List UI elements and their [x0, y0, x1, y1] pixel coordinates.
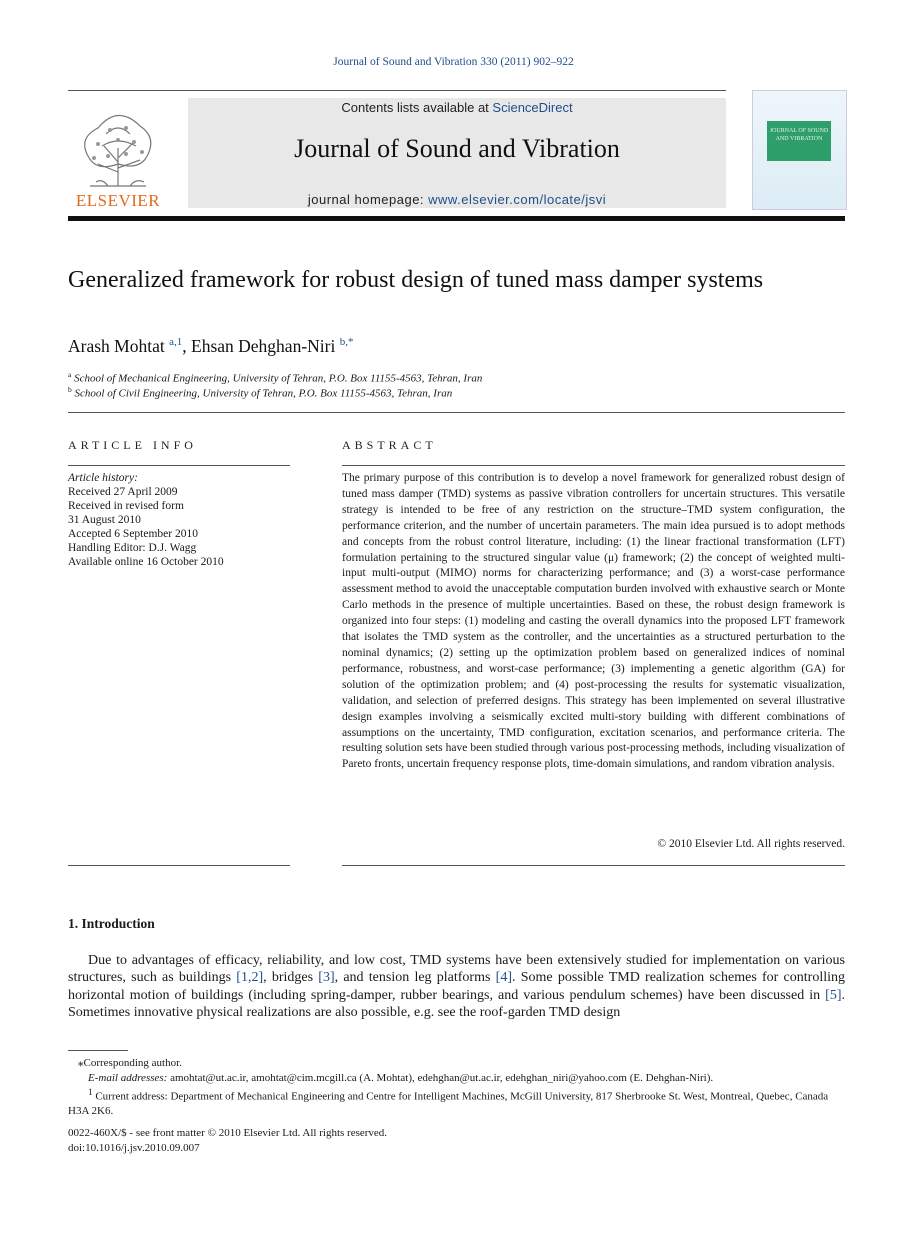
author-name: Ehsan Dehghan-Niri: [191, 336, 336, 356]
address-note: [68, 1085, 845, 1119]
affiliation: [68, 370, 482, 385]
section-divider: [68, 412, 845, 413]
author-name: Arash Mohtat: [68, 336, 165, 356]
history-line: Accepted 6 September 2010: [68, 528, 198, 540]
email-addresses[interactable]: amohtat@ut.ac.ir, amohtat@cim.mcgill.ca (A. Mohtat), edehghan@ut.ac.ir, edehghan_niri@yahoo.com (E. Dehghan-Niri).: [167, 1071, 714, 1084]
footnote-rule: [68, 1050, 128, 1051]
article-title: Generalized framework for robust design of tuned mass damper systems: [68, 267, 764, 293]
body-text: Due to advantages of efficacy, reliability, and low cost, TMD systems have been extensively studied for implementation on various structures, such as buildings: [68, 953, 845, 986]
issn-line: 0022-460X/$ - see front matter © 2010 Elsevier Ltd. All rights reserved.: [68, 1127, 388, 1139]
sciencedirect-link[interactable]: ScienceDirect: [492, 100, 573, 115]
citation-link[interactable]: [4]: [495, 970, 512, 986]
article-info-rule: [68, 865, 290, 866]
history-label: Article history:: [68, 472, 138, 484]
journal-citation[interactable]: Journal of Sound and Vibration 330 (2011) 902–922: [333, 56, 574, 68]
front-matter: [68, 1126, 387, 1155]
journal-cover-thumbnail[interactable]: [752, 90, 847, 210]
citation-link[interactable]: [3]: [318, 970, 335, 986]
body-text: , and tension leg platforms: [334, 970, 496, 986]
affiliation-text: School of Civil Engineering, University of Tehran, P.O. Box 11155-4563, Tehran, Iran: [74, 387, 453, 400]
homepage-link[interactable]: www.elsevier.com/locate/jsvi: [428, 192, 607, 207]
body-text: . Some possible TMD realization schemes for controlling horizontal motion of buildings (including spring-damper, rubber bearings, and various pendulum schemes) have been discussed in: [68, 970, 845, 1003]
doi-line[interactable]: doi:10.1016/j.jsv.2010.09.007: [68, 1141, 200, 1154]
introduction-paragraph: [68, 952, 845, 1021]
journal-name: Journal of Sound and Vibration: [294, 134, 620, 163]
author-sup[interactable]: a,1: [169, 336, 183, 349]
affiliation-sup: a: [68, 370, 72, 379]
footnote-sup: 1: [88, 1087, 93, 1098]
affiliation-sup: b: [68, 385, 72, 394]
abstract-text: The primary purpose of this contribution is to develop a novel framework for generalized robust design of tuned mass damper (TMD) systems as passive vibration controllers for uncertain structures. This versatile strategy is intended to be free of any restriction on the structure–TMD system configuration, the performance criterion, and the number of uncertain parameters. The main idea pursued is to adopt methods and concepts from the robust control literature, including: (1) the linear fractional transformation (LFT) formulation pertaining to the structured singular value (μ) framework; (2) the concept of weighted multi-input multi-output (MIMO) norms for characterizing performance; and (3) a worst-case performance assessment method to avoid the unacceptable computation burden involved with exhaustive search or Monte Carlo methods in the presence of multiple uncertainties. Based on these, the robust design framework is organized into four steps: (1) modeling and casting the overall dynamics into the proposed LFT framework that isolates the TMD system as the controller, and the uncertainties as a structured perturbation to the nominal dynamics; (2) setting up the optimization problem based on generalized indices of nominal performance, robustness, and worst-case performance; (3) implementing a genetic algorithm (GA) for solution of the optimization problem; and (4) post-processing the results for systematic visualization, validation, and selection of preferred designs. This strategy has been implemented on several illustrative design examples involving a seismically excited multi-story building with different combinations of assumptions on the uncertainty, TMD configuration, excitation scenarios, and performance criteria. The resulting solution sets have been studied through various post-processing methods, including visualization of Pareto fronts, uncertain frequency response plots, time-domain simulations, and random vibration analysis.: [342, 472, 845, 771]
citation-link[interactable]: [5]: [825, 987, 842, 1003]
history-line: 31 August 2010: [68, 514, 141, 526]
history-line: Received in revised form: [68, 500, 184, 512]
abstract-rule: [342, 865, 845, 866]
header-rule: [188, 90, 726, 91]
contents-prefix: Contents lists available at: [341, 100, 493, 115]
address-text: Current address: Department of Mechanical Engineering and Centre for Intelligent Machines, McGill University, 817 Sherbrooke St. West, Montreal, Quebec, Canada H3A 2K6.: [68, 1090, 829, 1118]
header-divider: [68, 216, 845, 221]
email-note: [68, 1071, 845, 1086]
copyright-notice: © 2010 Elsevier Ltd. All rights reserved.: [657, 838, 845, 850]
history-line: Handling Editor: D.J. Wagg: [68, 542, 197, 554]
journal-banner: [188, 98, 726, 208]
contents-line: [188, 100, 726, 115]
history-line: Available online 16 October 2010: [68, 556, 224, 568]
affiliation-text: School of Mechanical Engineering, University of Tehran, P.O. Box 11155-4563, Tehran, Iran: [74, 372, 483, 385]
homepage-line: [188, 192, 726, 207]
article-info-rule: [68, 465, 290, 466]
cover-title: JOURNAL OF SOUND AND VIBRATION: [769, 128, 829, 142]
citation-link[interactable]: [1,2]: [236, 970, 264, 986]
email-label: E-mail addresses:: [88, 1071, 168, 1084]
affiliation: [68, 385, 452, 400]
abstract-heading: ABSTRACT: [342, 438, 437, 452]
body-text: . Sometimes innovative physical realizations are also possible, e.g. see the roof-garden TMD design: [68, 987, 845, 1020]
author-separator: ,: [182, 336, 191, 356]
article-info-heading: ARTICLE INFO: [68, 438, 197, 452]
history-line: Received 27 April 2009: [68, 486, 178, 498]
footnotes: [68, 1056, 845, 1119]
publisher-logo-text: ELSEVIER: [75, 191, 161, 210]
author-sup[interactable]: b,*: [339, 336, 354, 349]
homepage-prefix: journal homepage:: [307, 192, 429, 207]
article-history: [68, 471, 290, 569]
header-rule: [68, 90, 188, 91]
body-text: , bridges: [263, 970, 319, 986]
introduction-heading: 1. Introduction: [68, 916, 155, 931]
author-list: [68, 336, 353, 357]
abstract-rule: [342, 465, 845, 466]
corresponding-author-note: ⁎Corresponding author.: [78, 1057, 182, 1069]
